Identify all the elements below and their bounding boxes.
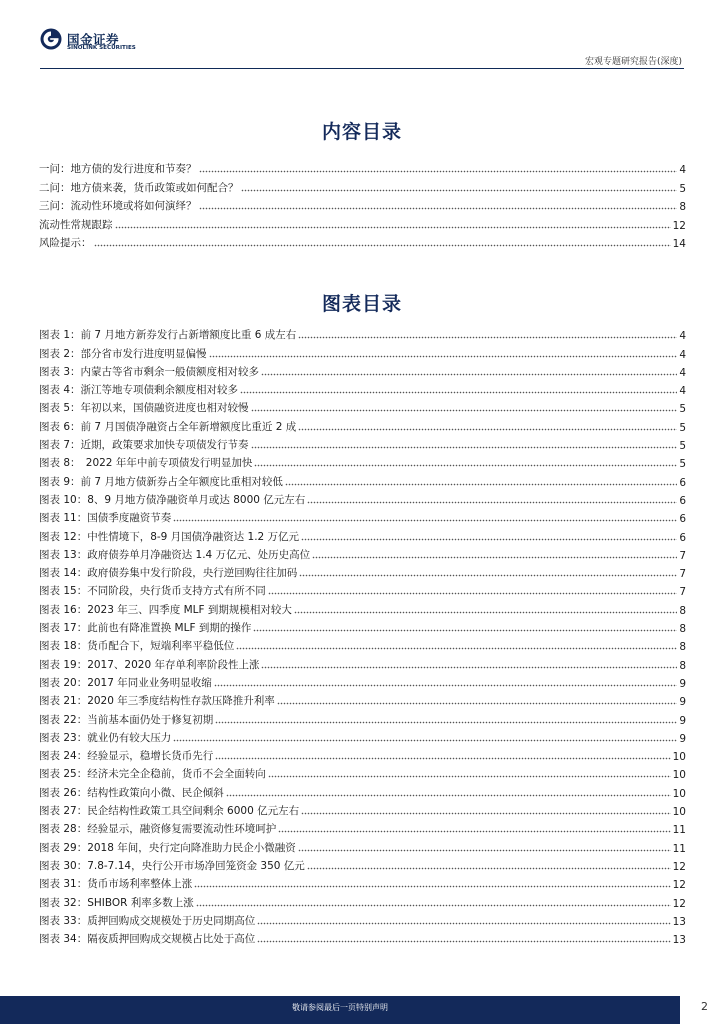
toc-dot-leader — [254, 461, 677, 467]
toc-entry-page[interactable]: 4 — [679, 366, 686, 379]
toc-dot-leader — [214, 681, 678, 687]
company-logo — [40, 28, 150, 54]
toc-entry[interactable] — [39, 195, 686, 213]
toc-entry-label[interactable]: 图表 14：政府债券集中发行阶段，央行逆回购往往加码 — [39, 567, 298, 580]
toc-dot-leader — [257, 937, 670, 943]
toc-entry-page[interactable]: 12 — [672, 879, 686, 892]
toc-entry[interactable] — [39, 415, 686, 433]
toc-entry[interactable] — [39, 928, 686, 946]
toc-entry[interactable] — [39, 690, 686, 708]
toc-entry-page[interactable]: 5 — [679, 182, 686, 195]
toc-entry-label[interactable]: 图表 32：SHIBOR 利率多数上涨 — [39, 896, 194, 909]
toc-entry-page[interactable]: 10 — [672, 769, 686, 782]
toc-entry-page[interactable]: 10 — [672, 806, 686, 819]
toc-entry[interactable] — [39, 525, 686, 543]
toc-entry-page[interactable]: 8 — [679, 641, 686, 654]
toc-entry-label[interactable]: 图表 5：年初以来，国债融资进度也相对较慢 — [39, 402, 249, 415]
header-divider — [40, 68, 684, 69]
toc-dot-leader — [298, 425, 677, 431]
toc-entry[interactable] — [39, 836, 686, 854]
toc-entry-label[interactable]: 图表 25：经济未完全企稳前，货币不会全面转向 — [39, 768, 266, 781]
toc-entry-page[interactable]: 9 — [679, 714, 686, 727]
toc-entry[interactable] — [39, 470, 686, 488]
toc-entry-label[interactable]: 图表 24：经验显示，稳增长货币先行 — [39, 750, 214, 763]
toc-entry-page[interactable]: 8 — [679, 201, 686, 214]
toc-entry-label[interactable]: 图表 34：隔夜质押回购成交规模占比处于高位 — [39, 933, 256, 946]
toc-entry[interactable] — [39, 580, 686, 598]
toc-entry-page[interactable]: 7 — [679, 586, 686, 599]
toc-entry-page[interactable]: 6 — [679, 494, 686, 507]
logo-english-name: SINOLINK SECURITIES — [67, 45, 136, 51]
toc-dot-leader — [257, 919, 670, 925]
toc-entry[interactable] — [39, 544, 686, 562]
toc-entry-page[interactable]: 5 — [679, 458, 686, 471]
toc-entry[interactable] — [39, 598, 686, 616]
toc-entry[interactable] — [39, 361, 686, 379]
toc-entry-label[interactable]: 图表 10：8、9 月地方债净融资单月或达 8000 亿元左右 — [39, 493, 306, 506]
toc-entry[interactable] — [39, 800, 686, 818]
toc-entry-label[interactable]: 图表 23：就业仍有较大压力 — [39, 731, 172, 744]
toc-entry-label[interactable]: 图表 4：浙江等地专项债剩余额度相对较多 — [39, 384, 239, 397]
toc-entry-page[interactable]: 5 — [679, 440, 686, 453]
toc-dot-leader — [299, 571, 677, 577]
toc-entry[interactable] — [39, 873, 686, 891]
toc-entry-label[interactable]: 图表 22：当前基本面仍处于修复初期 — [39, 713, 214, 726]
toc-dot-leader — [173, 516, 677, 522]
toc-entry[interactable] — [39, 855, 686, 873]
toc-entry[interactable] — [39, 324, 686, 342]
toc-dot-leader — [278, 827, 670, 833]
toc-entry-page[interactable]: 6 — [679, 476, 686, 489]
toc-entry-label[interactable]: 图表 1：前 7 月地方新券发行占新增额度比重 6 成左右 — [39, 329, 297, 342]
toc-entry[interactable] — [39, 232, 686, 250]
toc-dot-leader — [215, 718, 677, 724]
toc-entry-label[interactable]: 图表 28：经验显示，融资修复需要流动性环境呵护 — [39, 823, 277, 836]
toc-entry-page[interactable]: 4 — [679, 330, 686, 343]
toc-entry-label[interactable]: 图表 3：内蒙古等省市剩余一般债额度相对较多 — [39, 365, 260, 378]
contents-list — [39, 158, 686, 250]
toc-entry-page[interactable]: 7 — [679, 568, 686, 581]
toc-entry[interactable] — [39, 342, 686, 360]
toc-entry[interactable] — [39, 891, 686, 909]
toc-entry[interactable] — [39, 763, 686, 781]
toc-entry-label[interactable]: 一问：地方债的发行进度和节奏？ — [39, 163, 197, 176]
toc-entry-label[interactable]: 图表 20：2017 年同业业务明显收缩 — [39, 676, 212, 689]
toc-entry-page[interactable]: 5 — [679, 403, 686, 416]
toc-entry[interactable] — [39, 617, 686, 635]
toc-entry[interactable] — [39, 635, 686, 653]
toc-entry-page[interactable]: 12 — [672, 897, 686, 910]
toc-dot-leader — [215, 754, 670, 760]
toc-dot-leader — [307, 498, 677, 504]
toc-dot-leader — [251, 443, 678, 449]
toc-dot-leader — [241, 186, 678, 192]
toc-entry[interactable] — [39, 158, 686, 176]
toc-entry-label[interactable]: 图表 21：2020 年三季度结构性存款压降推升利率 — [39, 695, 275, 708]
toc-entry-label[interactable]: 图表 33：质押回购成交规模处于历史同期高位 — [39, 914, 256, 927]
toc-entry[interactable] — [39, 452, 686, 470]
toc-dot-leader — [312, 553, 677, 559]
toc-entry-label[interactable]: 图表 29：2018 年间，央行定向降准助力民企小微融资 — [39, 841, 296, 854]
toc-entry-page[interactable]: 8 — [679, 604, 686, 617]
toc-entry[interactable] — [39, 434, 686, 452]
toc-dot-leader — [199, 204, 678, 210]
toc-entry-page[interactable]: 9 — [679, 732, 686, 745]
logo-chinese-name: 国金证券 — [67, 32, 120, 47]
toc-entry[interactable] — [39, 176, 686, 194]
toc-dot-leader — [301, 809, 671, 815]
toc-entry-label[interactable]: 图表 27：民企结构性政策工具空间剩余 6000 亿元左右 — [39, 805, 300, 818]
toc-entry[interactable] — [39, 379, 686, 397]
toc-entry[interactable] — [39, 507, 686, 525]
toc-dot-leader — [277, 699, 678, 705]
contents-title: 内容目录 — [321, 121, 402, 143]
toc-dot-leader — [94, 241, 671, 247]
toc-entry-label[interactable]: 二问：地方债来袭，货币政策或如何配合？ — [39, 181, 239, 194]
toc-entry-label[interactable]: 图表 2：部分省市发行进度明显偏慢 — [39, 347, 207, 360]
toc-dot-leader — [285, 480, 677, 486]
toc-dot-leader — [226, 791, 671, 797]
toc-dot-leader — [268, 589, 678, 595]
toc-dot-leader — [236, 644, 677, 650]
toc-entry-page[interactable]: 14 — [672, 237, 686, 250]
toc-dot-leader — [240, 388, 677, 394]
toc-entry-label[interactable]: 图表 7：近期，政策要求加快专项债发行节奏 — [39, 439, 249, 452]
page-number: 2 — [701, 1000, 708, 1013]
toc-entry-label[interactable]: 三问：流动性环境或将如何演绎？ — [39, 200, 197, 213]
toc-entry-label[interactable]: 图表 13：政府债券单月净融资达 1.4 万亿元、处历史高位 — [39, 548, 311, 561]
toc-entry-page[interactable]: 7 — [679, 549, 686, 562]
toc-entry-page[interactable]: 6 — [679, 513, 686, 526]
toc-dot-leader — [196, 901, 671, 907]
toc-dot-leader — [115, 223, 671, 229]
toc-dot-leader — [268, 772, 671, 778]
toc-entry-page[interactable]: 13 — [672, 934, 686, 947]
figures-list — [39, 324, 686, 946]
toc-dot-leader — [209, 352, 678, 358]
toc-dot-leader — [261, 370, 677, 376]
toc-entry-page[interactable]: 5 — [679, 421, 686, 434]
toc-entry[interactable] — [39, 653, 686, 671]
toc-entry-label[interactable]: 图表 30：7.8-7.14，央行公开市场净回笼资金 350 亿元 — [39, 859, 305, 872]
toc-entry-label[interactable]: 图表 8： 2022 年年中前专项债发行明显加快 — [39, 457, 253, 470]
toc-dot-leader — [194, 882, 670, 888]
toc-entry-page[interactable]: 8 — [679, 623, 686, 636]
toc-entry-page[interactable]: 4 — [679, 164, 686, 177]
toc-entry-page[interactable]: 12 — [672, 219, 686, 232]
toc-entry-label[interactable]: 图表 31：货币市场利率整体上涨 — [39, 878, 193, 891]
toc-dot-leader — [307, 864, 671, 870]
toc-entry[interactable] — [39, 213, 686, 231]
toc-entry-label[interactable]: 图表 12：中性情境下，8-9 月国债净融资达 1.2 万亿元 — [39, 530, 300, 543]
toc-entry-page[interactable]: 9 — [679, 696, 686, 709]
toc-entry-label[interactable]: 图表 11：国债季度融资节奏 — [39, 512, 172, 525]
toc-entry-page[interactable]: 6 — [679, 531, 686, 544]
toc-entry[interactable] — [39, 818, 686, 836]
toc-entry[interactable] — [39, 672, 686, 690]
toc-dot-leader — [173, 736, 677, 742]
toc-entry-page[interactable]: 4 — [679, 385, 686, 398]
toc-dot-leader — [298, 333, 677, 339]
toc-dot-leader — [301, 535, 677, 541]
footer-disclaimer: 敬请参阅最后一页特别声明 — [292, 1003, 388, 1012]
toc-entry-page[interactable]: 9 — [679, 677, 686, 690]
toc-entry-label[interactable]: 图表 6：前 7 月国债净融资占全年新增额度比重近 2 成 — [39, 420, 297, 433]
toc-entry-label[interactable]: 风险提示： — [39, 236, 92, 249]
toc-entry[interactable] — [39, 781, 686, 799]
report-type-label: 宏观专题研究报告(深度) — [584, 57, 682, 67]
toc-dot-leader — [261, 663, 677, 669]
toc-entry[interactable] — [39, 562, 686, 580]
toc-dot-leader — [253, 626, 677, 632]
toc-entry-page[interactable]: 13 — [672, 915, 686, 928]
figures-title: 图表目录 — [321, 293, 402, 315]
toc-entry-label[interactable]: 图表 26：结构性政策向小微、民企倾斜 — [39, 786, 224, 799]
toc-entry-label[interactable]: 流动性常规跟踪 — [39, 218, 113, 231]
toc-dot-leader — [298, 846, 671, 852]
toc-entry-label[interactable]: 图表 17：此前也有降准置换 MLF 到期的操作 — [39, 622, 252, 635]
toc-entry[interactable] — [39, 910, 686, 928]
toc-dot-leader — [199, 167, 678, 173]
toc-entry[interactable] — [39, 708, 686, 726]
toc-entry-page[interactable]: 10 — [672, 751, 686, 764]
toc-entry[interactable] — [39, 397, 686, 415]
toc-entry-page[interactable]: 4 — [679, 348, 686, 361]
toc-entry-label[interactable]: 图表 19：2017、2020 年存单利率阶段性上涨 — [39, 658, 260, 671]
toc-entry-label[interactable]: 图表 16：2023 年三、四季度 MLF 到期规模相对较大 — [39, 603, 292, 616]
toc-entry[interactable] — [39, 745, 686, 763]
toc-entry-page[interactable]: 8 — [679, 659, 686, 672]
toc-entry-label[interactable]: 图表 18：货币配合下，短端利率平稳低位 — [39, 640, 235, 653]
toc-entry-page[interactable]: 10 — [672, 787, 686, 800]
toc-dot-leader — [251, 406, 678, 412]
toc-entry-label[interactable]: 图表 15：不同阶段，央行货币支持方式有所不同 — [39, 585, 266, 598]
toc-dot-leader — [294, 608, 677, 614]
toc-entry-page[interactable]: 11 — [672, 824, 686, 837]
toc-entry-page[interactable]: 12 — [672, 860, 686, 873]
toc-entry[interactable] — [39, 489, 686, 507]
sinolink-logo-icon — [40, 28, 62, 50]
toc-entry[interactable] — [39, 727, 686, 745]
toc-entry-label[interactable]: 图表 9：前 7 月地方债新券占全年额度比重相对较低 — [39, 475, 283, 488]
toc-entry-page[interactable]: 11 — [672, 842, 686, 855]
